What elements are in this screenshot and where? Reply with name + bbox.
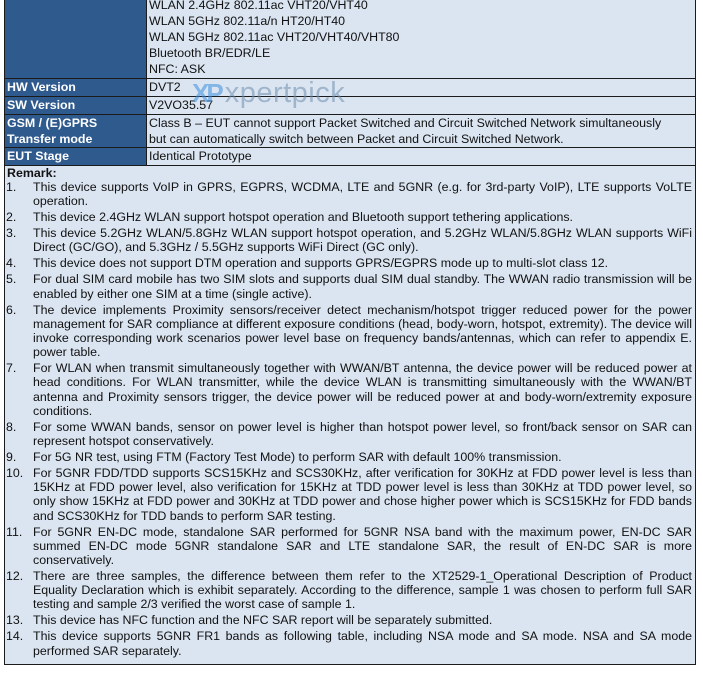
remark-item bbox=[5, 450, 695, 464]
remark-text: This device 2.4GHz WLAN support hotspot operation and Bluetooth support tethering applications. bbox=[33, 210, 573, 225]
remark-number: 8. bbox=[6, 419, 17, 434]
row-value-wireless bbox=[147, 0, 696, 79]
wlan-line: WLAN 5GHz 802.11ac VHT20/VHT40/VHT80 bbox=[149, 30, 400, 44]
remark-number: 3. bbox=[6, 226, 17, 241]
table-row-sw-version bbox=[5, 97, 696, 115]
remark-item bbox=[5, 466, 695, 523]
wlan-line: WLAN 2.4GHz 802.11ac VHT20/VHT40 bbox=[149, 0, 368, 12]
remark-text: The device implements Proximity sensors/receiver detect mechanism/hotspot trigger reduced power for the power management for SAR compliance at different exposure conditions (head, body-worn, hotspot, extremity). The device will invoke corresponding work scenarios power level base on frequency bands/antennas, which can refer to appendix E. power table. bbox=[33, 302, 692, 360]
watermark-logo-icon: XP bbox=[192, 78, 221, 108]
remark-number: 6. bbox=[6, 302, 17, 317]
row-label-line: GSM / (E)GPRS bbox=[7, 116, 98, 130]
row-label-line: Transfer mode bbox=[7, 132, 93, 146]
remarks-list bbox=[5, 180, 695, 658]
remark-text: This device supports 5GNR FR1 bands as following table, including NSA mode and SA mode. NSA and SA mode performed SAR separately. bbox=[33, 629, 692, 658]
remark-item bbox=[5, 420, 695, 448]
remark-item bbox=[5, 613, 695, 627]
row-value-line: Class B – EUT cannot support Packet Switched and Circuit Switched Network simultaneously bbox=[149, 116, 662, 130]
row-value-line: but can automatically switch between Packet and Circuit Switched Network. bbox=[149, 132, 564, 146]
remark-number: 11. bbox=[6, 524, 23, 539]
remark-number: 12. bbox=[6, 569, 24, 584]
remark-text: This device supports VoIP in GPRS, EGPRS, WCDMA, LTE and 5GNR (e.g. for 3rd-party VoIP), LTE supports VoLTE operation. bbox=[33, 180, 692, 209]
remark-text: There are three samples, the difference between them refer to the XT2529-1_Operational Description of Product Equality Declaration which is exhibit separately. According to the difference, sample 1 was chosen to perform full SAR testing and sample 2/3 verified the worst case of sample 1. bbox=[33, 569, 692, 612]
row-value: V2VO35.57 bbox=[147, 97, 696, 115]
row-label: HW Version bbox=[5, 79, 147, 97]
remark-item bbox=[5, 180, 695, 208]
remark-number: 7. bbox=[6, 361, 17, 376]
remark-number: 10. bbox=[6, 466, 24, 481]
wlan-line: WLAN 5GHz 802.11a/n HT20/HT40 bbox=[149, 14, 346, 28]
remark-number: 5. bbox=[6, 272, 17, 287]
document-page bbox=[4, 0, 696, 665]
remark-item bbox=[5, 525, 695, 568]
remark-number: 4. bbox=[6, 256, 17, 271]
remark-text: For some WWAN bands, sensor on power level is higher than hotspot power level, so front/back sensor on SAR can represent hotspot conservatively. bbox=[33, 419, 692, 449]
row-label bbox=[5, 115, 147, 148]
watermark-text: xpertpick bbox=[224, 77, 346, 109]
remark-text: This device 5.2GHz WLAN/5.8GHz WLAN support hotspot operation, and 5.2GHz WLAN/5.8GHz WLAN supports WiFi Direct (GC/GO), and 5.3GHz / 5.5GHz supports WiFi Direct (GC only). bbox=[33, 226, 692, 255]
remark-item bbox=[5, 210, 695, 224]
nfc-line: NFC: ASK bbox=[149, 62, 206, 76]
row-label: EUT Stage bbox=[5, 148, 147, 166]
table-row-transfer-mode bbox=[5, 115, 696, 148]
remark-text: For dual SIM card mobile has two SIM slots and supports dual SIM dual standby. The WWAN radio transmission will be enabled by either one SIM at a time (single active). bbox=[33, 272, 692, 301]
remark-text: For 5G NR test, using FTM (Factory Test Mode) to perform SAR with default 100% transmission. bbox=[33, 450, 562, 465]
remark-text: This device does not support DTM operation and supports GPRS/EGPRS mode up to multi-slot class 12. bbox=[33, 256, 609, 271]
spec-table bbox=[4, 0, 696, 166]
table-row-wireless bbox=[5, 0, 696, 79]
remarks-title: Remark: bbox=[7, 166, 57, 180]
remark-item bbox=[5, 569, 695, 612]
row-header-wireless bbox=[5, 0, 147, 79]
remark-text: This device has NFC function and the NFC SAR report will be separately submitted. bbox=[33, 613, 493, 628]
remark-item bbox=[5, 303, 695, 360]
table-row-eut-stage bbox=[5, 148, 696, 166]
remark-number: 14. bbox=[6, 629, 24, 644]
remark-text: For 5GNR EN-DC mode, standalone SAR performed for 5GNR NSA band with the maximum power, EN-DC SAR summed EN-DC mode 5GNR standalone SAR and LTE standalone SAR, the result of EN-DC SAR is more conservatively. bbox=[33, 524, 692, 568]
remark-text: For WLAN when transmit simultaneously together with WWAN/BT antenna, the device power will be reduced power at head conditions. For WLAN transmitter, while the device WLAN is transmitting simultaneously with the WWAN/BT antenna and Proximity sensors trigger, the device power will be reduced power at and body-worn/extremity exposure conditions. bbox=[33, 361, 692, 418]
table-row-hw-version bbox=[5, 79, 696, 97]
remarks-section bbox=[4, 166, 696, 665]
remark-item bbox=[5, 256, 695, 270]
remark-item bbox=[5, 629, 695, 657]
remark-item bbox=[5, 272, 695, 300]
remark-number: 1. bbox=[6, 180, 17, 194]
row-value bbox=[147, 115, 696, 148]
bluetooth-line: Bluetooth BR/EDR/LE bbox=[149, 46, 271, 60]
remark-item bbox=[5, 361, 695, 418]
remark-number: 2. bbox=[6, 210, 17, 225]
row-label: SW Version bbox=[5, 97, 147, 115]
row-value: DVT2 bbox=[147, 79, 696, 97]
row-value: Identical Prototype bbox=[147, 148, 696, 166]
remark-number: 9. bbox=[6, 450, 17, 465]
remark-number: 13. bbox=[6, 613, 24, 628]
remark-text: For 5GNR FDD/TDD supports SCS15KHz and SCS30KHz, after verification for 30KHz at FDD power level is less than 15KHz at FDD power level, also verification for 15KHz at TDD power level is less than 30KHz at TDD power level, so only show 15KHz at FDD power and 30KHz at TDD power and chose higher power which is SCS15KHz for FDD bands and SCS30KHz for TDD bands to perform SAR testing. bbox=[33, 466, 692, 523]
remark-item bbox=[5, 226, 695, 254]
